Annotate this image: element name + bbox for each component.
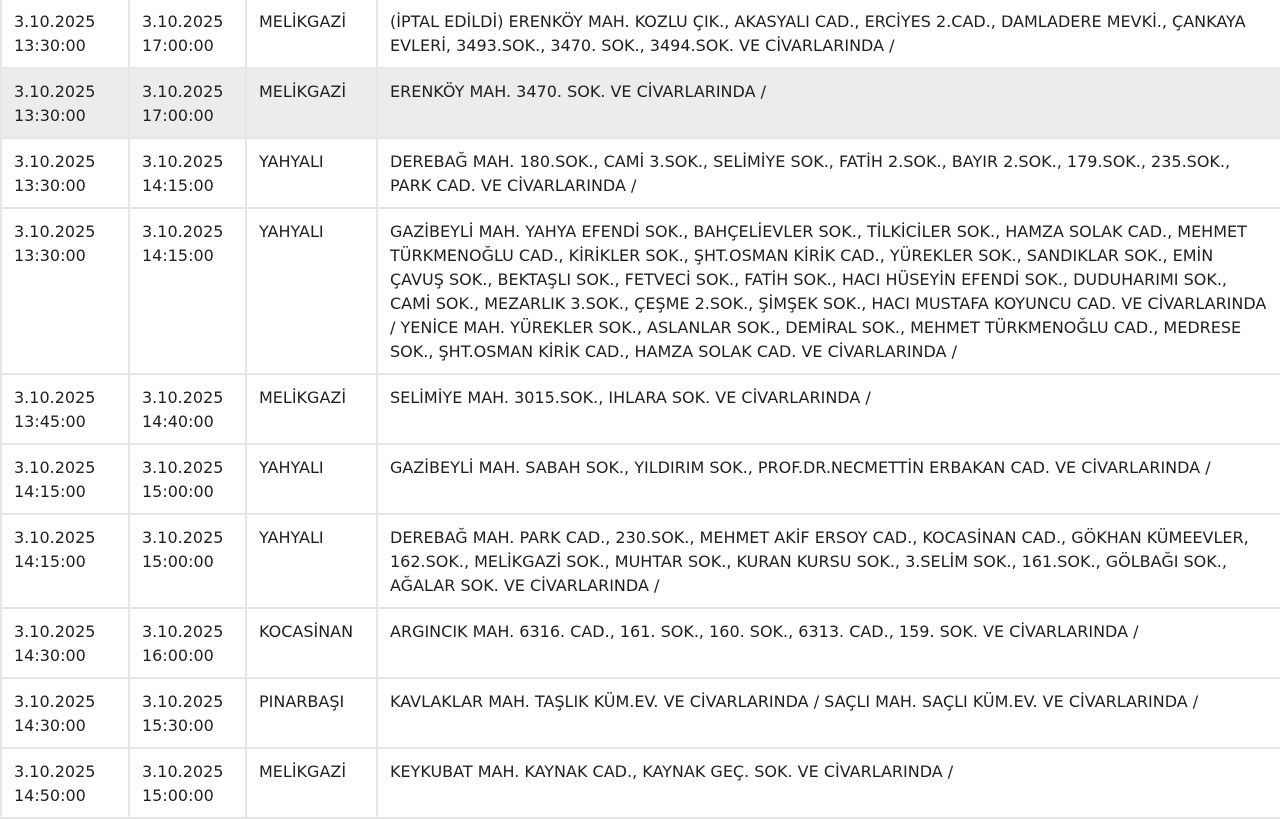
end-date: 3.10.2025 bbox=[142, 388, 224, 407]
end-datetime-cell bbox=[129, 68, 246, 138]
end-time: 17:00:00 bbox=[142, 36, 214, 55]
start-time: 13:30:00 bbox=[14, 176, 86, 195]
start-time: 13:45:00 bbox=[14, 412, 86, 431]
start-date: 3.10.2025 bbox=[14, 692, 96, 711]
table-row bbox=[1, 138, 1280, 208]
start-time: 14:30:00 bbox=[14, 646, 86, 665]
end-date: 3.10.2025 bbox=[142, 622, 224, 641]
start-date: 3.10.2025 bbox=[14, 622, 96, 641]
locations-cell: ARGINCIK MAH. 6316. CAD., 161. SOK., 160. SOK., 6313. CAD., 159. SOK. VE CİVARLARINDA / bbox=[377, 608, 1280, 678]
start-date: 3.10.2025 bbox=[14, 388, 96, 407]
start-time: 13:30:00 bbox=[14, 106, 86, 125]
locations-cell: KEYKUBAT MAH. KAYNAK CAD., KAYNAK GEÇ. SOK. VE CİVARLARINDA / bbox=[377, 748, 1280, 818]
table-row bbox=[1, 444, 1280, 514]
table-row bbox=[1, 374, 1280, 444]
district-cell: KOCASİNAN bbox=[246, 608, 377, 678]
start-datetime-cell bbox=[1, 208, 129, 374]
end-time: 15:00:00 bbox=[142, 482, 214, 501]
start-datetime-cell bbox=[1, 444, 129, 514]
start-time: 13:30:00 bbox=[14, 36, 86, 55]
start-date: 3.10.2025 bbox=[14, 762, 96, 781]
start-time: 14:15:00 bbox=[14, 482, 86, 501]
end-time: 14:40:00 bbox=[142, 412, 214, 431]
end-time: 15:00:00 bbox=[142, 552, 214, 571]
locations-cell: KAVLAKLAR MAH. TAŞLIK KÜM.EV. VE CİVARLARINDA / SAÇLI MAH. SAÇLI KÜM.EV. VE CİVARLARINDA / bbox=[377, 678, 1280, 748]
end-date: 3.10.2025 bbox=[142, 12, 224, 31]
start-time: 14:50:00 bbox=[14, 786, 86, 805]
end-date: 3.10.2025 bbox=[142, 458, 224, 477]
district-cell: MELİKGAZİ bbox=[246, 0, 377, 68]
district-cell: PINARBAŞI bbox=[246, 678, 377, 748]
start-date: 3.10.2025 bbox=[14, 152, 96, 171]
district-cell: MELİKGAZİ bbox=[246, 68, 377, 138]
locations-cell: GAZİBEYLİ MAH. SABAH SOK., YILDIRIM SOK., PROF.DR.NECMETTİN ERBAKAN CAD. VE CİVARLARINDA / bbox=[377, 444, 1280, 514]
locations-cell: DEREBAĞ MAH. 180.SOK., CAMİ 3.SOK., SELİMİYE SOK., FATİH 2.SOK., BAYIR 2.SOK., 179.SOK., 235.SOK., PARK CAD. VE CİVARLARINDA / bbox=[377, 138, 1280, 208]
table-row bbox=[1, 514, 1280, 608]
table-row bbox=[1, 748, 1280, 818]
end-date: 3.10.2025 bbox=[142, 222, 224, 241]
end-date: 3.10.2025 bbox=[142, 82, 224, 101]
district-cell: YAHYALI bbox=[246, 514, 377, 608]
start-datetime-cell bbox=[1, 138, 129, 208]
locations-cell: GAZİBEYLİ MAH. YAHYA EFENDİ SOK., BAHÇELİEVLER SOK., TİLKİCİLER SOK., HAMZA SOLAK CAD., MEHMET TÜRKMENOĞLU CAD., KİRİKLER SOK., ŞHT.OSMAN KİRİK CAD., YÜREKLER SOK., SANDIKLAR SOK., EMİN ÇAVUŞ SOK., BEKTAŞLI SOK., FETVECİ SOK., FATİH SOK., HACI HÜSEYİN EFENDİ SOK., DUDUHARIMI SOK., CAMİ SOK., MEZARLIK 3.SOK., ÇEŞME 2.SOK., ŞİMŞEK SOK., HACI MUSTAFA KOYUNCU CAD. VE CİVARLARINDA / YENİCE MAH. YÜREKLER SOK., ASLANLAR SOK., DEMİRAL SOK., MEHMET TÜRKMENOĞLU CAD., MEDRESE SOK., ŞHT.OSMAN KİRİK CAD., HAMZA SOLAK CAD. VE CİVARLARINDA / bbox=[377, 208, 1280, 374]
table-row bbox=[1, 208, 1280, 374]
start-time: 14:15:00 bbox=[14, 552, 86, 571]
outage-table-body bbox=[1, 0, 1280, 818]
end-datetime-cell bbox=[129, 678, 246, 748]
end-date: 3.10.2025 bbox=[142, 152, 224, 171]
end-time: 15:30:00 bbox=[142, 716, 214, 735]
start-date: 3.10.2025 bbox=[14, 222, 96, 241]
end-datetime-cell bbox=[129, 444, 246, 514]
locations-cell: DEREBAĞ MAH. PARK CAD., 230.SOK., MEHMET AKİF ERSOY CAD., KOCASİNAN CAD., GÖKHAN KÜMEEVLER, 162.SOK., MELİKGAZİ SOK., MUHTAR SOK., KURAN KURSU SOK., 3.SELİM SOK., 161.SOK., GÖLBAĞI SOK., AĞALAR SOK. VE CİVARLARINDA / bbox=[377, 514, 1280, 608]
district-cell: YAHYALI bbox=[246, 208, 377, 374]
end-time: 14:15:00 bbox=[142, 176, 214, 195]
end-datetime-cell bbox=[129, 608, 246, 678]
start-datetime-cell bbox=[1, 514, 129, 608]
locations-cell: ERENKÖY MAH. 3470. SOK. VE CİVARLARINDA / bbox=[377, 68, 1280, 138]
end-date: 3.10.2025 bbox=[142, 762, 224, 781]
end-datetime-cell bbox=[129, 374, 246, 444]
table-row bbox=[1, 608, 1280, 678]
end-datetime-cell bbox=[129, 138, 246, 208]
start-datetime-cell bbox=[1, 748, 129, 818]
district-cell: MELİKGAZİ bbox=[246, 748, 377, 818]
end-time: 16:00:00 bbox=[142, 646, 214, 665]
start-time: 13:30:00 bbox=[14, 246, 86, 265]
end-time: 14:15:00 bbox=[142, 246, 214, 265]
locations-cell: (İPTAL EDİLDİ) ERENKÖY MAH. KOZLU ÇIK., AKASYALI CAD., ERCİYES 2.CAD., DAMLADERE MEVKİ., ÇANKAYA EVLERİ, 3493.SOK., 3470. SOK., 3494.SOK. VE CİVARLARINDA / bbox=[377, 0, 1280, 68]
district-cell: MELİKGAZİ bbox=[246, 374, 377, 444]
start-datetime-cell bbox=[1, 374, 129, 444]
district-cell: YAHYALI bbox=[246, 444, 377, 514]
end-datetime-cell bbox=[129, 514, 246, 608]
start-date: 3.10.2025 bbox=[14, 528, 96, 547]
district-cell: YAHYALI bbox=[246, 138, 377, 208]
start-date: 3.10.2025 bbox=[14, 458, 96, 477]
start-date: 3.10.2025 bbox=[14, 12, 96, 31]
table-row-highlighted bbox=[1, 68, 1280, 138]
table-row bbox=[1, 0, 1280, 68]
table-row bbox=[1, 678, 1280, 748]
locations-cell: SELİMİYE MAH. 3015.SOK., IHLARA SOK. VE CİVARLARINDA / bbox=[377, 374, 1280, 444]
start-datetime-cell bbox=[1, 68, 129, 138]
end-datetime-cell bbox=[129, 0, 246, 68]
start-datetime-cell bbox=[1, 678, 129, 748]
start-time: 14:30:00 bbox=[14, 716, 86, 735]
end-time: 15:00:00 bbox=[142, 786, 214, 805]
end-date: 3.10.2025 bbox=[142, 692, 224, 711]
start-datetime-cell bbox=[1, 0, 129, 68]
end-datetime-cell bbox=[129, 748, 246, 818]
start-datetime-cell bbox=[1, 608, 129, 678]
start-date: 3.10.2025 bbox=[14, 82, 96, 101]
end-datetime-cell bbox=[129, 208, 246, 374]
end-time: 17:00:00 bbox=[142, 106, 214, 125]
end-date: 3.10.2025 bbox=[142, 528, 224, 547]
